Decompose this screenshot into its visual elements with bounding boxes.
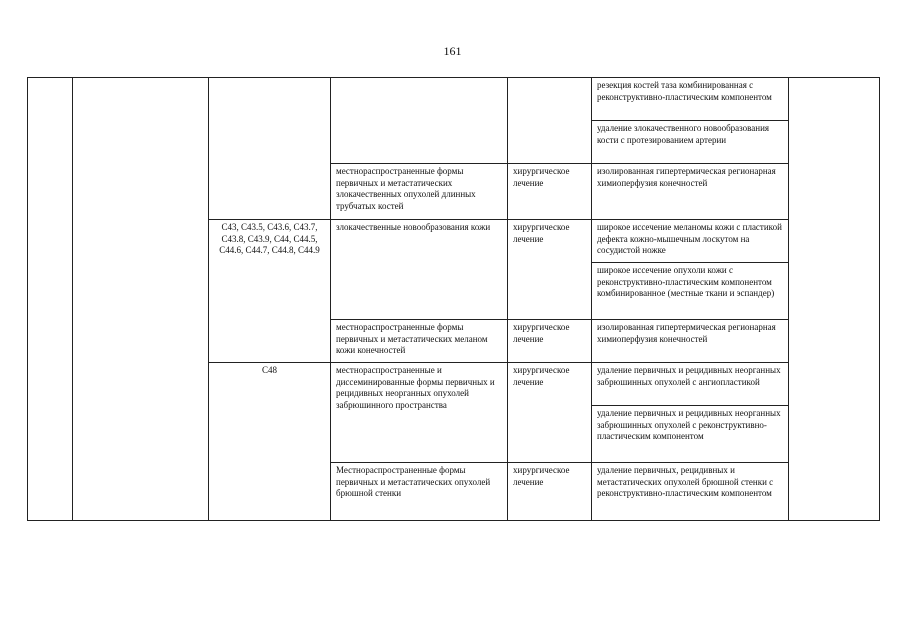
method-cell: удаление первичных, рецидивных и метастатических опухолей брюшной стенки с реконструктивно-пластическим компонентом <box>592 463 789 521</box>
method-cell: удаление злокачественного новообразования кости с протезированием артерии <box>592 121 789 164</box>
page-number: 161 <box>443 44 462 58</box>
treatment-type-cell <box>508 78 592 164</box>
icd-codes-cell: C43, C43.5, C43.6, C43.7, C43.8, C43.9, C44, C44.5, C44.6, C44.7, C44.8, C44.9 <box>209 220 331 363</box>
icd-codes-cell <box>209 78 331 220</box>
table-row <box>28 78 880 121</box>
condition-cell <box>331 78 508 164</box>
amount-cell <box>789 78 880 521</box>
treatment-table <box>27 77 880 521</box>
treatment-type-cell: хирургическое лечение <box>508 363 592 463</box>
condition-cell: местнораспространенные формы первичных и метастатических меланом кожи конечностей <box>331 320 508 363</box>
method-cell: широкое иссечение опухоли кожи с реконструктивно-пластическим компонентом комбинированное (местные ткани и эспандер) <box>592 263 789 320</box>
method-cell: удаление первичных и рецидивных неорганных забрюшинных опухолей с реконструктивно-пластическим компонентом <box>592 406 789 463</box>
number-cell <box>28 78 73 521</box>
method-cell: изолированная гипертермическая регионарная химиоперфузия конечностей <box>592 164 789 220</box>
method-cell: изолированная гипертермическая регионарная химиоперфузия конечностей <box>592 320 789 363</box>
condition-cell: злокачественные новообразования кожи <box>331 220 508 320</box>
method-cell: резекция костей таза комбинированная с реконструктивно-пластическим компонентом <box>592 78 789 121</box>
treatment-type-cell: хирургическое лечение <box>508 320 592 363</box>
treatment-type-cell: хирургическое лечение <box>508 463 592 521</box>
method-cell: широкое иссечение меланомы кожи с пластикой дефекта кожно-мышечным лоскутом на сосудистой ножке <box>592 220 789 263</box>
treatment-type-cell: хирургическое лечение <box>508 164 592 220</box>
procedure-name-cell <box>73 78 209 521</box>
condition-cell: Местнораспространенные формы первичных и метастатических опухолей брюшной стенки <box>331 463 508 521</box>
treatment-type-cell: хирургическое лечение <box>508 220 592 320</box>
condition-cell: местнораспространенные формы первичных и метастатических злокачественных опухолей длинных трубчатых костей <box>331 164 508 220</box>
icd-codes-cell: C48 <box>209 363 331 521</box>
method-cell: удаление первичных и рецидивных неорганных забрюшинных опухолей с ангиопластикой <box>592 363 789 406</box>
condition-cell: местнораспространенные и диссеминированные формы первичных и рецидивных неорганных опухолей забрюшинного пространства <box>331 363 508 463</box>
